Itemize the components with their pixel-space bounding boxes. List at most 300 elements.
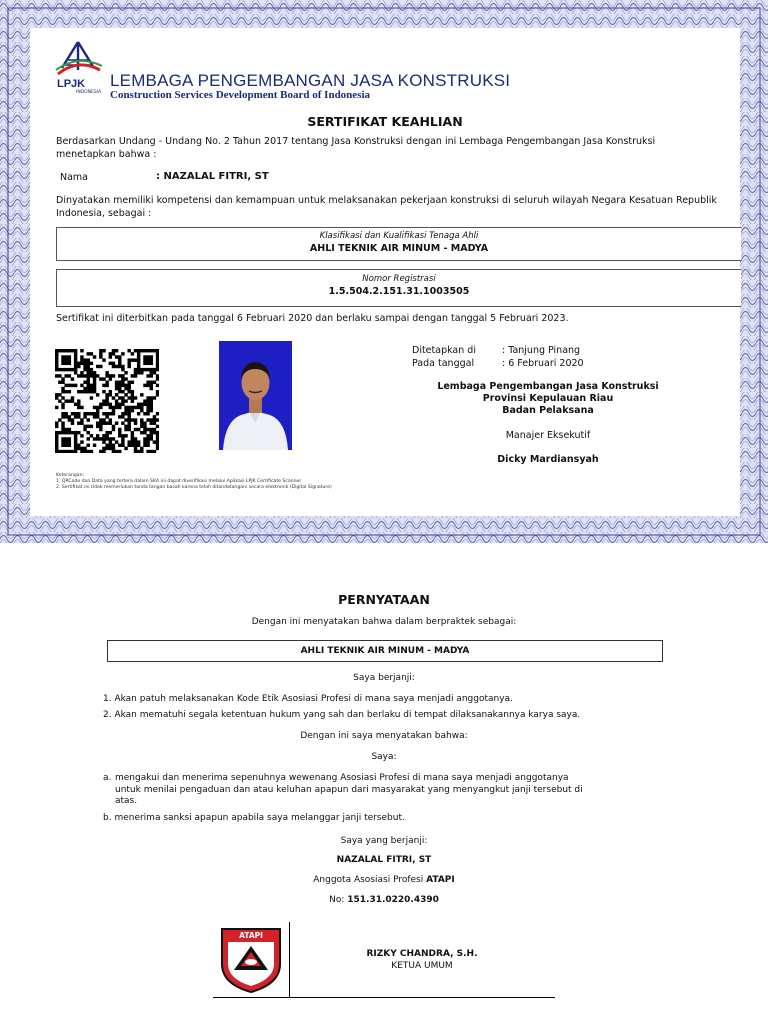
qr-module: [131, 434, 134, 437]
qr-module: [90, 387, 93, 390]
qr-module: [105, 396, 108, 399]
qr-module: [140, 393, 143, 396]
qr-module: [55, 431, 58, 434]
qr-module: [74, 355, 77, 358]
qr-module: [61, 431, 64, 434]
chairman-title: KETUA UMUM: [391, 961, 453, 971]
qr-module: [93, 406, 96, 409]
qr-module: [68, 374, 71, 377]
issuer-line3: Badan Pelaksana: [502, 405, 594, 416]
qr-module: [105, 371, 108, 374]
qr-module: [156, 358, 159, 361]
qr-module: [90, 371, 93, 374]
qr-module: [150, 399, 153, 402]
registration-box: [56, 269, 741, 307]
qr-module: [87, 374, 90, 377]
qr-module: [150, 368, 153, 371]
qr-module: [146, 444, 149, 447]
qr-module: [68, 450, 71, 453]
qr-module: [134, 447, 137, 450]
statement-title: PERNYATAAN: [338, 592, 430, 607]
qr-module: [127, 415, 130, 418]
qr-module: [109, 431, 112, 434]
qr-module: [61, 377, 64, 380]
person-photo-icon: [219, 341, 292, 450]
qr-module: [121, 352, 124, 355]
qr-module: [102, 440, 105, 443]
qr-module: [87, 368, 90, 371]
qr-module: [55, 440, 58, 443]
qr-module: [90, 368, 93, 371]
qr-module: [143, 403, 146, 406]
qr-module: [146, 368, 149, 371]
qr-module: [121, 384, 124, 387]
qr-module: [55, 434, 58, 437]
qr-module: [68, 418, 71, 421]
qr-module: [77, 421, 80, 424]
qr-module: [87, 450, 90, 453]
qr-module: [80, 358, 83, 361]
signer-label: Saya yang berjanji:: [340, 836, 428, 846]
qr-module: [115, 393, 118, 396]
qr-module: [58, 393, 61, 396]
qr-module: [64, 399, 67, 402]
qr-module: [58, 374, 61, 377]
qr-module: [146, 406, 149, 409]
qr-module: [55, 447, 58, 450]
competence-text: Dinyatakan memiliki kompetensi dan kemampuan untuk melaksanakan pekerjaan konstruksi di seluruh wilayah Negara Kesatuan Republik Indonesia, sebagai :: [56, 195, 717, 219]
qr-module: [124, 384, 127, 387]
qr-module: [127, 387, 130, 390]
qr-module: [137, 371, 140, 374]
qr-module: [112, 447, 115, 450]
qr-module: [115, 450, 118, 453]
qr-module: [112, 412, 115, 415]
qr-module: [61, 412, 64, 415]
qr-module: [83, 368, 86, 371]
issued-at-value: : Tanjung Pinang: [502, 345, 581, 356]
qr-module: [118, 396, 121, 399]
qr-module: [134, 421, 137, 424]
qr-module: [61, 355, 64, 358]
qr-module: [118, 384, 121, 387]
qr-module: [134, 371, 137, 374]
qr-module: [74, 352, 77, 355]
qr-module: [55, 355, 58, 358]
qr-module: [121, 403, 124, 406]
qr-module: [61, 428, 64, 431]
qr-module: [137, 358, 140, 361]
classification-box: [56, 227, 741, 261]
qr-module: [80, 371, 83, 374]
qr-module: [146, 399, 149, 402]
qr-module: [127, 418, 130, 421]
qr-module: [93, 415, 96, 418]
qr-module: [140, 421, 143, 424]
qr-module: [105, 384, 108, 387]
qr-module: [127, 362, 130, 365]
qr-module: [83, 428, 86, 431]
qr-module: [105, 412, 108, 415]
qr-module: [134, 428, 137, 431]
qr-module: [150, 374, 153, 377]
qr-module: [118, 381, 121, 384]
qr-module: [58, 399, 61, 402]
qr-module: [150, 434, 153, 437]
qr-module: [143, 355, 146, 358]
qr-module: [105, 381, 108, 384]
qr-module: [156, 352, 159, 355]
qr-module: [118, 358, 121, 361]
qr-module: [80, 355, 83, 358]
qr-module: [118, 434, 121, 437]
qr-module: [156, 349, 159, 352]
qr-module: [109, 447, 112, 450]
qr-module: [83, 362, 86, 365]
qr-module: [64, 390, 67, 393]
qr-module: [77, 412, 80, 415]
qr-module: [55, 406, 58, 409]
qr-module: [77, 362, 80, 365]
qr-module: [64, 349, 67, 352]
qr-module: [146, 403, 149, 406]
qr-module: [156, 444, 159, 447]
qr-module: [137, 349, 140, 352]
qr-module: [68, 444, 71, 447]
qr-module: [90, 362, 93, 365]
qr-module: [99, 355, 102, 358]
qr-module: [131, 440, 134, 443]
qr-module: [153, 371, 156, 374]
qr-module: [99, 425, 102, 428]
qr-module: [61, 403, 64, 406]
qr-module: [150, 358, 153, 361]
qr-code: [55, 349, 159, 453]
qr-module: [131, 374, 134, 377]
qr-module: [146, 412, 149, 415]
qr-module: [121, 444, 124, 447]
note-2: 2. Sertifikat ini tidak memerlukan tanda tangan basah karena telah ditandatangani secara elektronik (Digital Signature): [56, 485, 332, 490]
qr-module: [96, 412, 99, 415]
qr-module: [156, 447, 159, 450]
qr-module: [121, 437, 124, 440]
name-value: : NAZALAL FITRI, ST: [156, 171, 269, 182]
qr-module: [99, 377, 102, 380]
qr-module: [90, 434, 93, 437]
qr-module: [143, 362, 146, 365]
qr-module: [99, 403, 102, 406]
member-number-line: [0, 895, 768, 905]
qr-module: [131, 396, 134, 399]
qr-module: [74, 415, 77, 418]
qr-module: [124, 399, 127, 402]
qr-module: [109, 421, 112, 424]
qr-module: [90, 352, 93, 355]
qr-module: [153, 415, 156, 418]
qr-module: [102, 384, 105, 387]
qr-module: [64, 355, 67, 358]
qr-module: [64, 384, 67, 387]
qr-module: [74, 362, 77, 365]
qr-module: [74, 412, 77, 415]
qr-module: [121, 396, 124, 399]
qr-module: [140, 371, 143, 374]
qr-module: [102, 377, 105, 380]
qr-module: [102, 450, 105, 453]
qr-module: [96, 434, 99, 437]
qr-module: [74, 450, 77, 453]
qr-module: [112, 352, 115, 355]
qr-module: [127, 396, 130, 399]
qr-module: [109, 374, 112, 377]
qr-module: [118, 444, 121, 447]
qr-module: [83, 412, 86, 415]
qr-module: [80, 421, 83, 424]
qr-module: [134, 444, 137, 447]
qr-module: [105, 399, 108, 402]
qr-module: [96, 421, 99, 424]
declaration-a: [103, 773, 583, 808]
qr-module: [109, 412, 112, 415]
qr-module: [83, 387, 86, 390]
qr-module: [156, 377, 159, 380]
qr-module: [118, 362, 121, 365]
qr-module: [77, 403, 80, 406]
qr-module: [99, 450, 102, 453]
qr-module: [74, 447, 77, 450]
qr-module: [140, 368, 143, 371]
qr-module: [96, 406, 99, 409]
qr-module: [109, 406, 112, 409]
issuer-line1: Lembaga Pengembangan Jasa Konstruksi: [437, 381, 659, 392]
qr-module: [156, 418, 159, 421]
qr-module: [150, 396, 153, 399]
qr-module: [80, 447, 83, 450]
qr-module: [131, 444, 134, 447]
qr-module: [150, 437, 153, 440]
qr-module: [96, 409, 99, 412]
qr-module: [87, 412, 90, 415]
qr-module: [124, 371, 127, 374]
qr-module: [146, 434, 149, 437]
qr-module: [121, 415, 124, 418]
qr-module: [153, 381, 156, 384]
qr-module: [146, 418, 149, 421]
qr-module: [156, 434, 159, 437]
qr-module: [99, 428, 102, 431]
qr-module: [102, 358, 105, 361]
qr-module: [121, 381, 124, 384]
name-label: Nama: [60, 172, 89, 183]
qr-module: [146, 409, 149, 412]
issuer-line2: Provinsi Kepulauan Riau: [482, 393, 614, 404]
qr-module: [80, 390, 83, 393]
qr-module: [112, 406, 115, 409]
qr-module: [105, 374, 108, 377]
qr-module: [80, 374, 83, 377]
profession-box: AHLI TEKNIK AIR MINUM - MADYA: [107, 640, 663, 662]
member-prefix: Anggota Asosiasi Profesi: [313, 875, 427, 885]
qr-module: [131, 390, 134, 393]
qr-module: [140, 349, 143, 352]
promise-label: Saya berjanji:: [353, 673, 415, 683]
qr-module: [150, 418, 153, 421]
qr-module: [87, 365, 90, 368]
qr-module: [146, 349, 149, 352]
qr-module: [61, 421, 64, 424]
qr-module: [143, 421, 146, 424]
qr-module: [137, 352, 140, 355]
qr-module: [83, 425, 86, 428]
qr-module: [77, 406, 80, 409]
qr-module: [77, 374, 80, 377]
qr-module: [124, 434, 127, 437]
qr-module: [143, 384, 146, 387]
qr-module: [64, 444, 67, 447]
qr-module: [156, 355, 159, 358]
qr-module: [131, 358, 134, 361]
qr-module: [64, 358, 67, 361]
qr-module: [74, 403, 77, 406]
qr-module: [124, 409, 127, 412]
qr-module: [80, 349, 83, 352]
qr-module: [77, 431, 80, 434]
qr-module: [83, 450, 86, 453]
qr-module: [96, 393, 99, 396]
qr-module: [61, 390, 64, 393]
qr-module: [61, 440, 64, 443]
qr-module: [140, 450, 143, 453]
qr-module: [93, 444, 96, 447]
qr-module: [146, 396, 149, 399]
qr-module: [74, 368, 77, 371]
qr-module: [131, 406, 134, 409]
qr-module: [83, 415, 86, 418]
qr-module: [71, 431, 74, 434]
qr-module: [61, 396, 64, 399]
qr-module: [83, 374, 86, 377]
qr-module: [55, 365, 58, 368]
qr-module: [156, 393, 159, 396]
logo-abbr-sub: INDONESIA: [76, 90, 102, 95]
qr-module: [90, 384, 93, 387]
validity-text: Sertifikat ini diterbitkan pada tanggal 6 Februari 2020 dan berlaku sampai dengan tanggal 5 Februari 2023.: [56, 313, 569, 324]
qr-module: [143, 444, 146, 447]
qr-module: [90, 425, 93, 428]
qr-module: [55, 396, 58, 399]
qr-module: [134, 358, 137, 361]
qr-module: [150, 431, 153, 434]
qr-module: [87, 381, 90, 384]
qr-module: [143, 425, 146, 428]
qr-module: [143, 412, 146, 415]
promise-2: 2. Akan mematuhi segala ketentuan hukum yang sah dan berlaku di tempat dilaksanakannya karya saya.: [103, 710, 581, 720]
qr-module: [137, 444, 140, 447]
qr-module: [118, 387, 121, 390]
qr-module: [153, 418, 156, 421]
qr-module: [96, 425, 99, 428]
qr-module: [74, 440, 77, 443]
qr-module: [115, 387, 118, 390]
qr-module: [127, 428, 130, 431]
qr-module: [153, 440, 156, 443]
member-number: 151.31.0220.4390: [347, 895, 439, 905]
qr-module: [55, 437, 58, 440]
qr-module: [134, 349, 137, 352]
qr-module: [121, 365, 124, 368]
qr-module: [134, 374, 137, 377]
qr-module: [153, 349, 156, 352]
qr-module: [112, 349, 115, 352]
qr-module: [64, 450, 67, 453]
qr-module: [140, 406, 143, 409]
qr-module: [105, 393, 108, 396]
qr-module: [93, 371, 96, 374]
qr-module: [112, 365, 115, 368]
qr-module: [143, 437, 146, 440]
qr-module: [87, 431, 90, 434]
qr-module: [93, 387, 96, 390]
qr-module: [150, 362, 153, 365]
classification-value: AHLI TEKNIK AIR MINUM - MADYA: [309, 243, 489, 254]
qr-module: [112, 362, 115, 365]
qr-module: [109, 390, 112, 393]
intro-text: Berdasarkan Undang - Undang No. 2 Tahun 2017 tentang Jasa Konstruksi dengan ini Lembaga Pengembangan Jasa Konstruksi menetapkan bahwa :: [56, 136, 656, 160]
qr-module: [102, 412, 105, 415]
qr-module: [68, 358, 71, 361]
qr-module: [102, 437, 105, 440]
qr-module: [68, 428, 71, 431]
qr-module: [64, 437, 67, 440]
qr-module: [121, 374, 124, 377]
qr-module: [150, 403, 153, 406]
qr-module: [83, 358, 86, 361]
qr-module: [77, 444, 80, 447]
statement-intro: Dengan ini menyatakan bahwa dalam berpraktek sebagai:: [251, 617, 517, 627]
qr-module: [156, 437, 159, 440]
qr-module: [58, 431, 61, 434]
qr-module: [61, 425, 64, 428]
qr-module: [74, 444, 77, 447]
qr-module: [61, 450, 64, 453]
qr-module: [58, 450, 61, 453]
qr-module: [124, 377, 127, 380]
qr-module: [146, 381, 149, 384]
qr-module: [134, 368, 137, 371]
qr-module: [109, 355, 112, 358]
qr-module: [115, 440, 118, 443]
qr-module: [118, 365, 121, 368]
qr-module: [143, 368, 146, 371]
qr-module: [127, 390, 130, 393]
qr-module: [109, 418, 112, 421]
qr-module: [121, 390, 124, 393]
qr-module: [115, 349, 118, 352]
qr-module: [112, 409, 115, 412]
qr-module: [150, 406, 153, 409]
qr-module: [137, 406, 140, 409]
qr-module: [87, 377, 90, 380]
qr-module: [68, 440, 71, 443]
qr-module: [134, 450, 137, 453]
qr-module: [71, 421, 74, 424]
qr-module: [153, 450, 156, 453]
member-line: [0, 875, 768, 885]
qr-module: [124, 447, 127, 450]
qr-module: [146, 374, 149, 377]
qr-module: [74, 437, 77, 440]
qr-module: [105, 434, 108, 437]
